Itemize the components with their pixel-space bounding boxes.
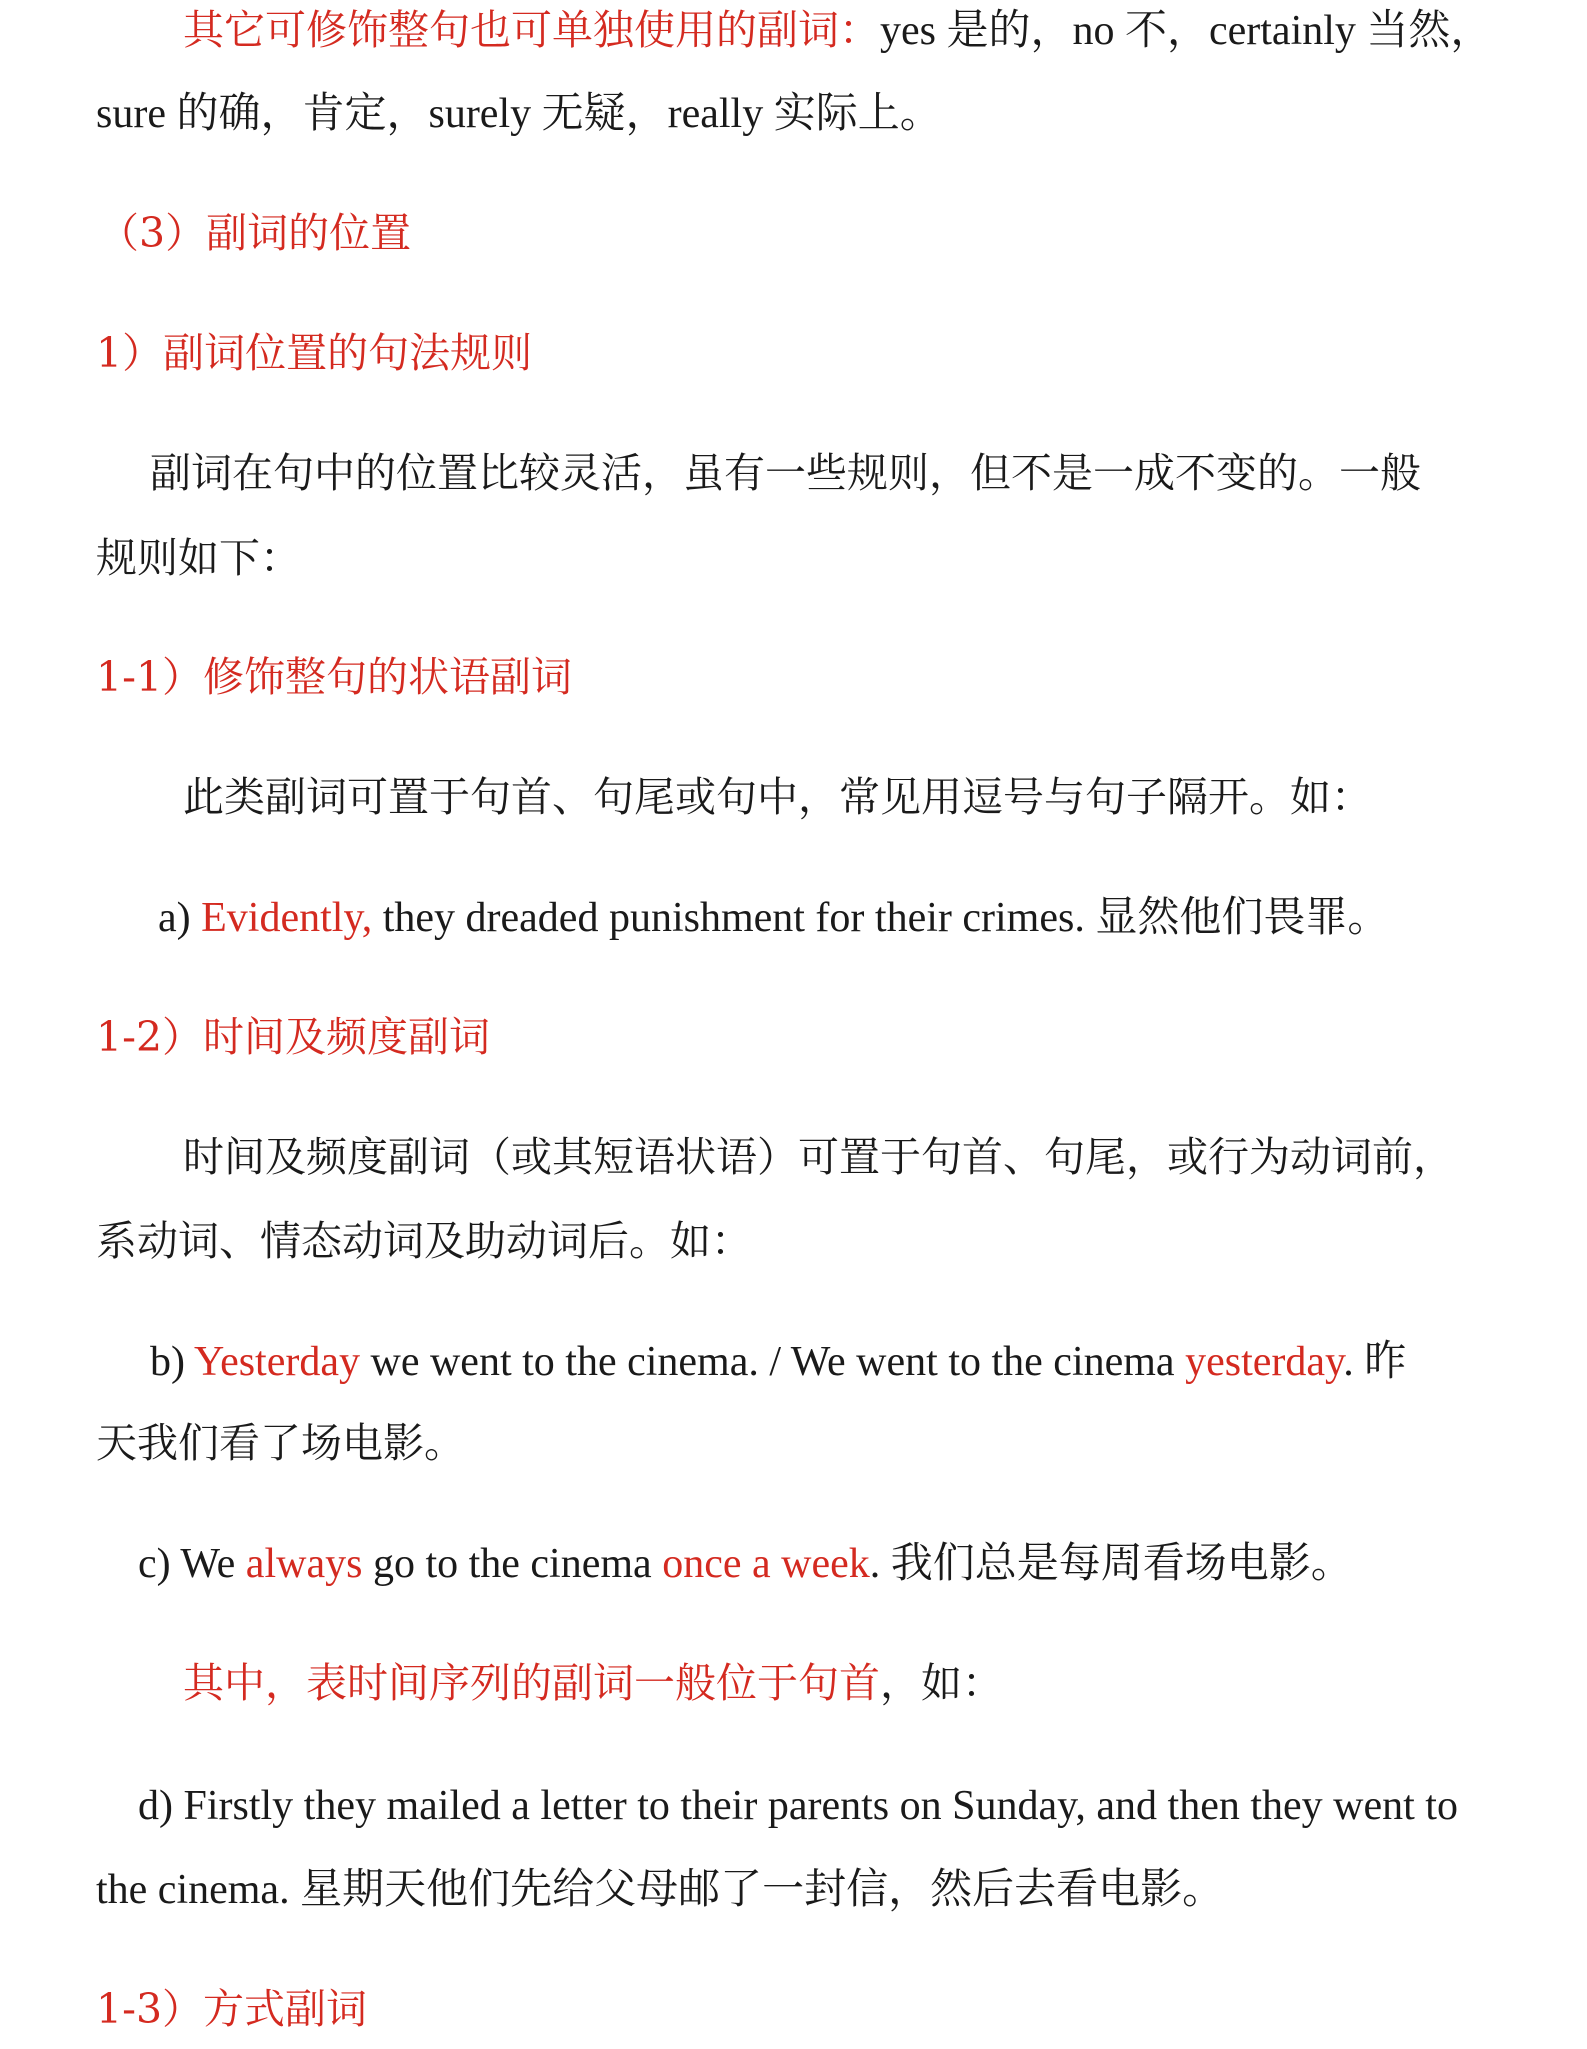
example-b-end: . 昨 xyxy=(1343,1339,1407,1385)
intro-text-1: yes 是的，no 不，certainly 当然， xyxy=(880,8,1493,54)
example-b-line-2: 天我们看了场电影。 xyxy=(96,1419,465,1467)
sub-1-2-para-line-2: 系动词、情态动词及助动词后。如： xyxy=(96,1217,752,1265)
sub-1-1-para: 此类副词可置于句首、句尾或句中，常见用逗号与句子隔开。如： xyxy=(183,773,1372,821)
sub-1-3-heading: 1-3）方式副词 xyxy=(96,1985,368,2033)
example-d-line-1: d) Firstly they mailed a letter to their parents on Sunday, and then they went to xyxy=(138,1783,1458,1829)
example-a-prefix: a) xyxy=(158,895,202,941)
section-3-heading: （3）副词的位置 xyxy=(98,209,412,257)
example-c-mid: go to the cinema xyxy=(362,1541,663,1587)
example-b-prefix: b) xyxy=(150,1339,194,1385)
example-a xyxy=(158,893,1491,943)
example-b-highlight-2: yesterday xyxy=(1185,1339,1344,1385)
example-a-highlight: Evidently, xyxy=(201,895,373,941)
example-b-highlight-1: Yesterday xyxy=(193,1339,360,1385)
note-line xyxy=(183,1659,1491,1708)
example-b-mid: we went to the cinema. / We went to the cinema xyxy=(360,1339,1186,1385)
rule-1-para-line-1: 副词在句中的位置比较灵活，虽有一些规则，但不是一成不变的。一般 xyxy=(150,449,1421,497)
sub-1-2-heading: 1-2）时间及频度副词 xyxy=(96,1013,491,1061)
rule-1-para-line-2: 规则如下： xyxy=(96,534,301,582)
intro-line-1 xyxy=(183,6,1491,56)
intro-label: 其它可修饰整句也可单独使用的副词： xyxy=(183,6,880,54)
example-c-highlight-2: once a week xyxy=(662,1541,870,1587)
example-b-line-1 xyxy=(150,1337,1491,1387)
example-c-highlight-1: always xyxy=(245,1541,363,1587)
rule-1-heading: 1）副词位置的句法规则 xyxy=(96,329,533,377)
example-a-rest: they dreaded punishment for their crimes. 显然他们畏罪。 xyxy=(372,895,1390,941)
sub-1-1-heading: 1-1）修饰整句的状语副词 xyxy=(96,653,573,701)
example-c-prefix: c) We xyxy=(138,1541,246,1587)
example-c-end: . 我们总是每周看场电影。 xyxy=(869,1541,1353,1587)
note-rest: ，如： xyxy=(880,1659,1003,1707)
intro-line-2: sure 的确，肯定，surely 无疑，really 实际上。 xyxy=(96,91,942,137)
note-highlight: 其中，表时间序列的副词一般位于句首 xyxy=(183,1659,880,1707)
example-c xyxy=(138,1539,1491,1589)
sub-1-2-para-line-1: 时间及频度副词（或其短语状语）可置于句首、句尾，或行为动词前， xyxy=(183,1133,1454,1181)
example-d-line-2: the cinema. 星期天他们先给父母邮了一封信，然后去看电影。 xyxy=(96,1867,1225,1913)
